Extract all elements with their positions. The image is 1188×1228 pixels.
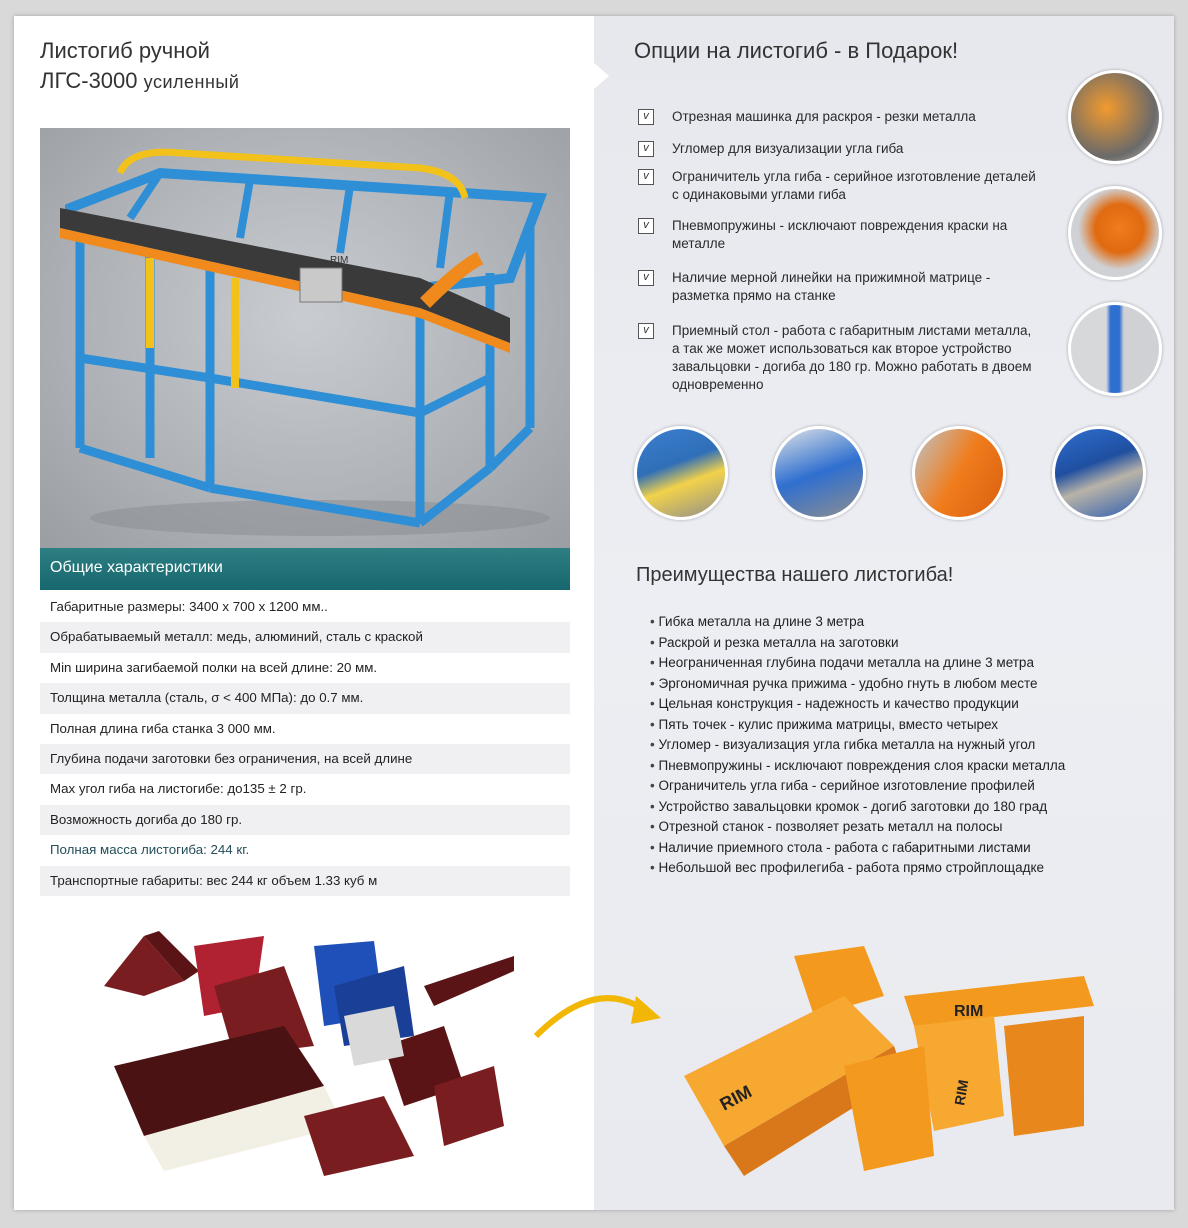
advantage-item: • Гибка металла на длине 3 метра <box>650 612 1065 633</box>
arrow-icon <box>526 976 666 1056</box>
product-title <box>40 36 239 97</box>
advantage-item: • Пневмопружины - исключают повреждения слоя краски металла <box>650 756 1065 777</box>
advantage-item: • Отрезной станок - позволяет резать металл на полосы <box>650 817 1065 838</box>
checkbox-icon: v <box>638 323 654 339</box>
advantage-item: • Устройство завальцовки кромок - догиб заготовки до 180 град <box>650 797 1065 818</box>
advantage-item: • Неограниченная глубина подачи металла на длине 3 метра <box>650 653 1065 674</box>
spec-row: Обрабатываемый металл: медь, алюминий, сталь с краской <box>40 622 570 652</box>
title-line-1: Листогиб ручной <box>40 38 210 63</box>
option-item <box>638 140 1038 158</box>
title-model-suffix: усиленный <box>143 72 240 92</box>
colored-profiles-image <box>84 926 524 1186</box>
machine-brand-label: RIM <box>330 255 349 266</box>
advantage-item: • Эргономичная ручка прижима - удобно гнуть в любом месте <box>650 674 1065 695</box>
sheet-bender-illustration <box>40 128 570 548</box>
spec-row: Min ширина загибаемой полки на всей длине: 20 мм. <box>50 659 378 675</box>
spec-row: Габаритные размеры: 3400 x 700 x 1200 мм.. <box>50 599 328 614</box>
checkbox-icon: v <box>638 218 654 234</box>
rim-brand-text: RIM <box>716 1081 756 1115</box>
column-notch <box>593 62 609 90</box>
hemming-thumbnail <box>1052 426 1146 520</box>
option-item <box>638 217 1038 253</box>
spec-row: Транспортные габариты: вес 244 кг объем 1.33 куб м <box>40 866 570 896</box>
option-text: Отрезная машинка для раскроя - резки металла <box>672 109 976 124</box>
rim-brand-text: RIM <box>954 1003 984 1020</box>
pneumatic-springs-thumbnail <box>772 426 866 520</box>
advantage-item: • Раскрой и резка металла на заготовки <box>650 633 1065 654</box>
option-item <box>638 322 1038 394</box>
checkbox-icon: v <box>638 169 654 185</box>
advantage-item: • Пять точек - кулис прижима матрицы, вместо четырех <box>650 715 1065 736</box>
left-column <box>14 16 594 1210</box>
spec-row: Полная масса листогиба: 244 кг. <box>50 842 250 858</box>
checkbox-icon: v <box>638 109 654 125</box>
spec-row: Полная длина гиба станка 3 000 мм. <box>50 720 276 736</box>
advantage-item: • Небольшой вес профилегиба - работа прямо стройплощадке <box>650 858 1065 879</box>
rim-brand-text: RIM <box>951 1078 972 1107</box>
option-text: Пневмопружины - исключают повреждения краски на металле <box>672 218 1008 251</box>
title-model: ЛГС-3000 <box>40 68 138 93</box>
machine-photo <box>40 128 570 548</box>
advantage-item: • Цельная конструкция - надежность и качество продукции <box>650 694 1065 715</box>
options-title: Опции на листогиб - в Подарок! <box>634 38 959 63</box>
spec-list <box>40 592 570 896</box>
checkbox-icon: v <box>638 141 654 157</box>
angle-gauge-thumbnail <box>1068 186 1162 280</box>
page-frame <box>14 16 1174 1210</box>
spec-header: Общие характеристики <box>40 548 570 590</box>
option-text: Приемный стол - работа с габаритным листами металла, а так же может использоваться как второе устройство завальцовки - догиба до 180 гр. Можно работать в двоем одновременно <box>672 323 1032 392</box>
advantages-title: Преимущества нашего листогиба! <box>636 564 954 586</box>
checkbox-icon: v <box>638 270 654 286</box>
option-text: Наличие мерной линейки на прижимной матрице - разметка прямо на станке <box>672 270 991 303</box>
angle-limiter-thumbnail <box>1068 302 1162 396</box>
spec-row: Max угол гиба на листогибе: до135 ± 2 гр. <box>50 781 307 797</box>
advantage-item: • Угломер - визуализация угла гибка металла на нужный угол <box>650 735 1065 756</box>
option-item <box>638 168 1038 204</box>
option-item <box>638 269 1038 305</box>
ruler-thumbnail <box>912 426 1006 520</box>
receiving-table-thumbnail <box>634 426 728 520</box>
spec-row: Толщина металла (сталь, σ < 400 МПа): до 0.7 мм. <box>40 683 570 713</box>
right-column <box>594 16 1174 1210</box>
advantage-item: • Ограничитель угла гиба - серийное изготовление профилей <box>650 776 1065 797</box>
advantages-list <box>650 612 1065 879</box>
advantage-item: • Наличие приемного стола - работа с габаритными листами <box>650 838 1065 859</box>
orange-profiles-image <box>664 936 1094 1186</box>
spec-row: Возможность догиба до 180 гр. <box>40 805 570 835</box>
option-item <box>638 108 1038 126</box>
option-text: Ограничитель угла гиба - серийное изготовление деталей с одинаковыми углами гиба <box>672 169 1036 202</box>
cutter-thumbnail <box>1068 70 1162 164</box>
option-text: Угломер для визуализации угла гиба <box>672 141 904 156</box>
title-line-2 <box>40 66 239 97</box>
spec-row: Глубина подачи заготовки без ограничения, на всей длине <box>40 744 570 774</box>
